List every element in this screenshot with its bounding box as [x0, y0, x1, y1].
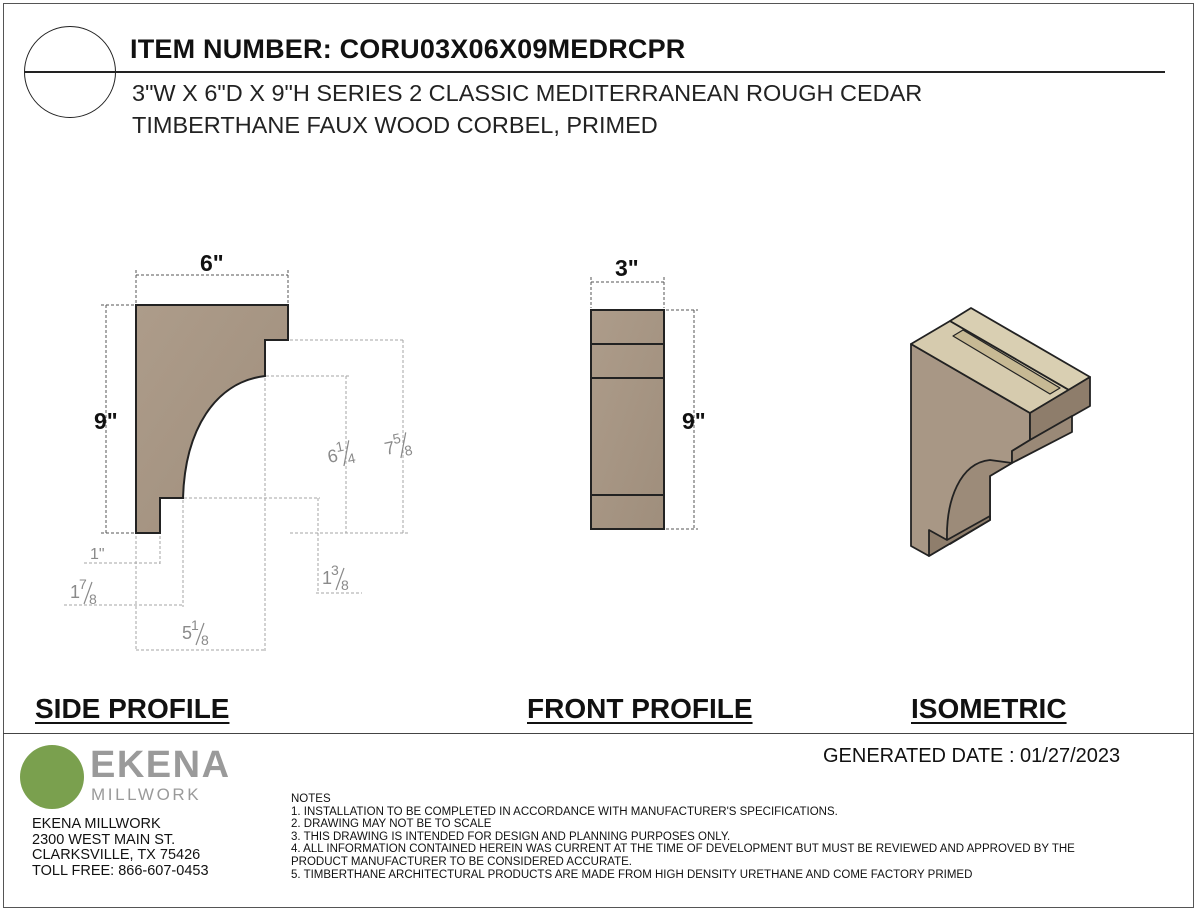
brand-name: EKENA: [90, 744, 231, 786]
dim-6-1-4-num: 1: [334, 437, 346, 456]
dim-1-7-8-whole: 1: [70, 582, 81, 602]
front-width-label: 3": [615, 255, 639, 281]
address-line: CLARKSVILLE, TX 75426: [32, 847, 201, 864]
isometric-drawing: [911, 308, 1090, 556]
dim-7-5-8-den: 8: [402, 441, 414, 459]
dim-1-3-8-whole: 1: [322, 568, 333, 588]
side-profile-label: SIDE PROFILE: [35, 693, 230, 724]
front-profile-drawing: [591, 255, 706, 529]
dim-6-1-4-den: 4: [345, 449, 357, 467]
note-line: 1. INSTALLATION TO BE COMPLETED IN ACCORDANCE WITH MANUFACTURER'S SPECIFICATIONS.: [291, 805, 838, 818]
description-line-2: TIMBERTHANE FAUX WOOD CORBEL, PRIMED: [132, 112, 658, 138]
dim-7-5-8-whole: 7: [382, 437, 397, 459]
address-line: TOLL FREE: 866-607-0453: [32, 862, 209, 879]
notes-block: [291, 793, 1075, 881]
address-line: EKENA MILLWORK: [32, 816, 161, 832]
side-profile-drawing: [64, 250, 414, 652]
footer-rule: [3, 733, 1194, 734]
dim-1-3-8-num: 3: [331, 562, 339, 578]
dim-6-1-4: [324, 436, 357, 471]
notes-heading: NOTES: [291, 793, 331, 805]
dim-7-5-8: [381, 428, 414, 463]
dim-5-1-8: [182, 617, 209, 648]
front-height-label: 9": [682, 408, 706, 434]
bottom-foot-label: 1": [90, 546, 105, 563]
dim-6-1-4-whole: 6: [325, 445, 340, 467]
dim-1-3-8: [322, 562, 349, 593]
note-line: 3. THIS DRAWING IS INTENDED FOR DESIGN AND PLANNING PURPOSES ONLY.: [291, 830, 731, 843]
note-line: 5. TIMBERTHANE ARCHITECTURAL PRODUCTS ARE MADE FROM HIGH DENSITY URETHANE AND COME FACTORY PRIMED: [291, 868, 973, 881]
generated-date: GENERATED DATE : 01/27/2023: [823, 745, 1121, 767]
address-line: 2300 WEST MAIN ST.: [32, 831, 176, 848]
note-line: 4. ALL INFORMATION CONTAINED HEREIN WAS CURRENT AT THE TIME OF DEVELOPMENT BUT MUST BE REVIEWED AND APPROVED BY THE: [291, 843, 1075, 856]
description-line-1: 3"W X 6"D X 9"H SERIES 2 CLASSIC MEDITERRANEAN ROUGH CEDAR: [132, 80, 923, 106]
logo-circle: [20, 745, 84, 809]
dim-5-1-8-whole: 5: [182, 623, 193, 643]
side-width-label: 6": [200, 250, 224, 276]
side-height-label: 9": [94, 408, 118, 434]
front-profile-label: FRONT PROFILE: [527, 693, 753, 724]
dim-1-7-8-num: 7: [79, 576, 87, 592]
dim-5-1-8-num: 1: [191, 617, 199, 633]
note-line: PRODUCT MANUFACTURER TO BE CONSIDERED ACCURATE.: [291, 855, 632, 868]
brand-subtitle: MILLWORK: [91, 785, 202, 804]
dim-7-5-8-num: 5: [391, 429, 403, 448]
item-number: ITEM NUMBER: CORU03X06X09MEDRCPR: [130, 34, 686, 64]
dim-1-3-8-den: 8: [341, 577, 349, 593]
note-line: 2. DRAWING MAY NOT BE TO SCALE: [291, 818, 492, 831]
dim-1-7-8-den: 8: [89, 591, 97, 607]
dim-1-7-8: [70, 576, 97, 607]
isometric-label: ISOMETRIC: [911, 693, 1067, 724]
dim-5-1-8-den: 8: [201, 632, 209, 648]
company-address: [32, 817, 209, 879]
